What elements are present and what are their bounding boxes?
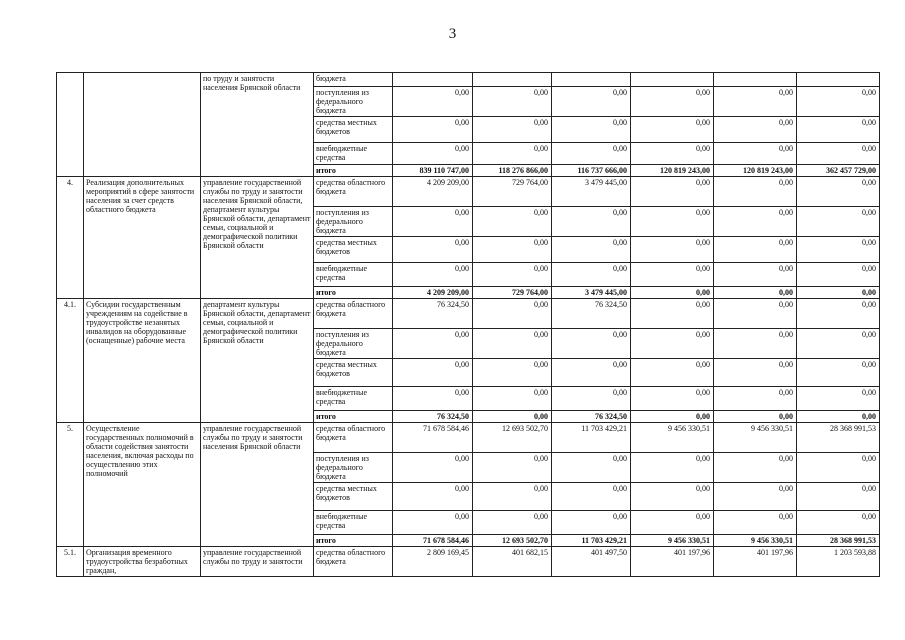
funding-source: средства местных бюджетов (314, 483, 393, 511)
amount-cell: 9 456 330,51 (714, 423, 797, 453)
item-executor: департамент культуры Брянской области, департамент семьи, социальной и демографической политики Брянской области (201, 299, 314, 423)
amount-cell: 4 209 209,00 (393, 177, 473, 207)
item-name: Организация временного трудоустройства безработных граждан, (84, 547, 201, 577)
amount-cell: 401 682,15 (473, 547, 552, 577)
amount-cell: 11 703 429,21 (552, 423, 631, 453)
amount-cell: 0,00 (552, 207, 631, 237)
table-row (57, 177, 880, 207)
item-executor: управление государственной службы по труду и занятости населения Брянской области (201, 423, 314, 547)
amount-cell: 0,00 (393, 143, 473, 165)
amount-cell: 0,00 (714, 453, 797, 483)
amount-cell: 0,00 (473, 453, 552, 483)
amount-cell (797, 73, 880, 87)
amount-cell: 0,00 (552, 453, 631, 483)
item-name (84, 73, 201, 177)
item-name: Реализация дополнительных мероприятий в сфере занятости населения за счет средств областного бюджета (84, 177, 201, 299)
amount-cell: 0,00 (631, 453, 714, 483)
table-row (57, 547, 880, 577)
amount-cell: 0,00 (631, 411, 714, 423)
amount-cell: 0,00 (473, 143, 552, 165)
amount-cell: 0,00 (393, 263, 473, 287)
amount-cell: 28 368 991,53 (797, 423, 880, 453)
amount-cell: 120 819 243,00 (714, 165, 797, 177)
amount-cell: 729 764,00 (473, 287, 552, 299)
amount-cell: 0,00 (393, 483, 473, 511)
funding-source: бюджета (314, 73, 393, 87)
amount-cell: 12 693 502,70 (473, 423, 552, 453)
amount-cell: 401 497,50 (552, 547, 631, 577)
amount-cell: 0,00 (473, 87, 552, 117)
amount-cell: 120 819 243,00 (631, 165, 714, 177)
amount-cell: 0,00 (714, 117, 797, 143)
funding-source: внебюджетные средства (314, 511, 393, 535)
amount-cell: 0,00 (714, 359, 797, 387)
amount-cell: 0,00 (797, 387, 880, 411)
amount-cell: 0,00 (714, 87, 797, 117)
amount-cell: 71 678 584,46 (393, 535, 473, 547)
amount-cell: 76 324,50 (393, 299, 473, 329)
amount-cell: 9 456 330,51 (631, 535, 714, 547)
amount-cell: 0,00 (393, 87, 473, 117)
amount-cell: 116 737 666,00 (552, 165, 631, 177)
amount-cell: 0,00 (552, 359, 631, 387)
amount-cell: 0,00 (714, 411, 797, 423)
amount-cell: 0,00 (714, 143, 797, 165)
item-number (57, 73, 84, 177)
amount-cell: 0,00 (393, 237, 473, 263)
amount-cell: 1 203 593,88 (797, 547, 880, 577)
amount-cell: 401 197,96 (714, 547, 797, 577)
amount-cell: 76 324,50 (393, 411, 473, 423)
amount-cell: 0,00 (552, 143, 631, 165)
funding-source: внебюджетные средства (314, 387, 393, 411)
amount-cell: 12 693 502,70 (473, 535, 552, 547)
item-name: Осуществление государственных полномочий в области содействия занятости населения, включая расходы по осуществлению этих полномочий (84, 423, 201, 547)
amount-cell: 0,00 (552, 387, 631, 411)
item-number: 5.1. (57, 547, 84, 577)
amount-cell: 0,00 (797, 207, 880, 237)
page-number: 3 (448, 26, 457, 42)
amount-cell: 0,00 (631, 511, 714, 535)
amount-cell: 3 479 445,00 (552, 177, 631, 207)
amount-cell: 0,00 (797, 237, 880, 263)
funding-source: средства местных бюджетов (314, 117, 393, 143)
amount-cell: 0,00 (473, 263, 552, 287)
amount-cell: 0,00 (631, 143, 714, 165)
amount-cell: 0,00 (393, 359, 473, 387)
funding-source: поступления из федерального бюджета (314, 453, 393, 483)
funding-source: внебюджетные средства (314, 143, 393, 165)
amount-cell: 0,00 (631, 299, 714, 329)
funding-source: итого (314, 165, 393, 177)
funding-source: средства областного бюджета (314, 423, 393, 453)
amount-cell: 0,00 (797, 359, 880, 387)
amount-cell: 0,00 (473, 411, 552, 423)
funding-source: средства областного бюджета (314, 299, 393, 329)
amount-cell: 0,00 (797, 87, 880, 117)
funding-source: средства областного бюджета (314, 177, 393, 207)
amount-cell: 0,00 (797, 329, 880, 359)
amount-cell: 0,00 (473, 207, 552, 237)
funding-source: поступления из федерального бюджета (314, 329, 393, 359)
amount-cell: 0,00 (552, 483, 631, 511)
funding-source: итого (314, 535, 393, 547)
amount-cell: 0,00 (552, 87, 631, 117)
amount-cell: 0,00 (631, 117, 714, 143)
amount-cell: 729 764,00 (473, 177, 552, 207)
amount-cell: 0,00 (393, 511, 473, 535)
item-executor: по труду и занятости населения Брянской области (201, 73, 314, 177)
amount-cell: 0,00 (714, 329, 797, 359)
funding-source: средства местных бюджетов (314, 237, 393, 263)
amount-cell: 0,00 (473, 387, 552, 411)
amount-cell: 0,00 (797, 483, 880, 511)
amount-cell: 0,00 (393, 329, 473, 359)
amount-cell: 0,00 (473, 511, 552, 535)
amount-cell (393, 73, 473, 87)
amount-cell: 0,00 (714, 207, 797, 237)
amount-cell: 0,00 (393, 207, 473, 237)
funding-source: итого (314, 287, 393, 299)
amount-cell: 0,00 (797, 177, 880, 207)
amount-cell: 401 197,96 (631, 547, 714, 577)
amount-cell: 0,00 (552, 329, 631, 359)
amount-cell: 0,00 (714, 237, 797, 263)
amount-cell: 0,00 (714, 299, 797, 329)
amount-cell: 0,00 (552, 511, 631, 535)
budget-table (56, 72, 880, 577)
amount-cell: 0,00 (714, 263, 797, 287)
amount-cell: 0,00 (552, 263, 631, 287)
item-number: 5. (57, 423, 84, 547)
funding-source: внебюджетные средства (314, 263, 393, 287)
amount-cell: 0,00 (393, 453, 473, 483)
amount-cell: 76 324,50 (552, 411, 631, 423)
amount-cell: 0,00 (714, 287, 797, 299)
amount-cell: 3 479 445,00 (552, 287, 631, 299)
amount-cell: 839 110 747,00 (393, 165, 473, 177)
amount-cell: 0,00 (393, 117, 473, 143)
item-executor: управление государственной службы по труду и занятости населения Брянской области, департамент культуры Брянской области, департамент семьи, социальной и демографической политики Брянской области (201, 177, 314, 299)
amount-cell: 11 703 429,21 (552, 535, 631, 547)
amount-cell: 0,00 (473, 359, 552, 387)
amount-cell: 0,00 (393, 387, 473, 411)
funding-source: поступления из федерального бюджета (314, 207, 393, 237)
amount-cell: 0,00 (797, 299, 880, 329)
amount-cell: 9 456 330,51 (631, 423, 714, 453)
amount-cell: 0,00 (473, 299, 552, 329)
amount-cell: 0,00 (631, 359, 714, 387)
amount-cell: 0,00 (473, 329, 552, 359)
table-row (57, 73, 880, 87)
amount-cell: 71 678 584,46 (393, 423, 473, 453)
amount-cell: 0,00 (631, 387, 714, 411)
amount-cell: 4 209 209,00 (393, 287, 473, 299)
item-executor: управление государственной службы по труду и занятости (201, 547, 314, 577)
amount-cell: 0,00 (473, 237, 552, 263)
amount-cell: 0,00 (631, 483, 714, 511)
amount-cell (631, 73, 714, 87)
amount-cell: 0,00 (473, 483, 552, 511)
amount-cell: 0,00 (631, 87, 714, 117)
amount-cell: 0,00 (631, 237, 714, 263)
funding-source: средства местных бюджетов (314, 359, 393, 387)
amount-cell (552, 73, 631, 87)
amount-cell: 0,00 (631, 207, 714, 237)
amount-cell: 0,00 (714, 511, 797, 535)
table-row (57, 299, 880, 329)
amount-cell: 0,00 (714, 177, 797, 207)
amount-cell (473, 73, 552, 87)
amount-cell: 76 324,50 (552, 299, 631, 329)
amount-cell: 9 456 330,51 (714, 535, 797, 547)
funding-source: итого (314, 411, 393, 423)
amount-cell: 0,00 (797, 453, 880, 483)
amount-cell: 0,00 (797, 117, 880, 143)
funding-source: средства областного бюджета (314, 547, 393, 577)
funding-source: поступления из федерального бюджета (314, 87, 393, 117)
amount-cell: 2 809 169,45 (393, 547, 473, 577)
amount-cell: 0,00 (797, 263, 880, 287)
amount-cell: 362 457 729,00 (797, 165, 880, 177)
amount-cell: 0,00 (797, 143, 880, 165)
amount-cell: 0,00 (631, 287, 714, 299)
item-name: Субсидии государственным учреждениям на содействие в трудоустройстве незанятых инвалидов на оборудованные (оснащенные) рабочие места (84, 299, 201, 423)
amount-cell: 0,00 (714, 483, 797, 511)
amount-cell: 0,00 (473, 117, 552, 143)
amount-cell: 118 276 866,00 (473, 165, 552, 177)
amount-cell: 0,00 (714, 387, 797, 411)
amount-cell: 0,00 (552, 237, 631, 263)
amount-cell: 28 368 991,53 (797, 535, 880, 547)
amount-cell: 0,00 (797, 511, 880, 535)
amount-cell: 0,00 (631, 263, 714, 287)
amount-cell: 0,00 (797, 411, 880, 423)
item-number: 4. (57, 177, 84, 299)
amount-cell (714, 73, 797, 87)
amount-cell: 0,00 (797, 287, 880, 299)
amount-cell: 0,00 (631, 329, 714, 359)
amount-cell: 0,00 (631, 177, 714, 207)
item-number: 4.1. (57, 299, 84, 423)
amount-cell: 0,00 (552, 117, 631, 143)
table-row (57, 423, 880, 453)
